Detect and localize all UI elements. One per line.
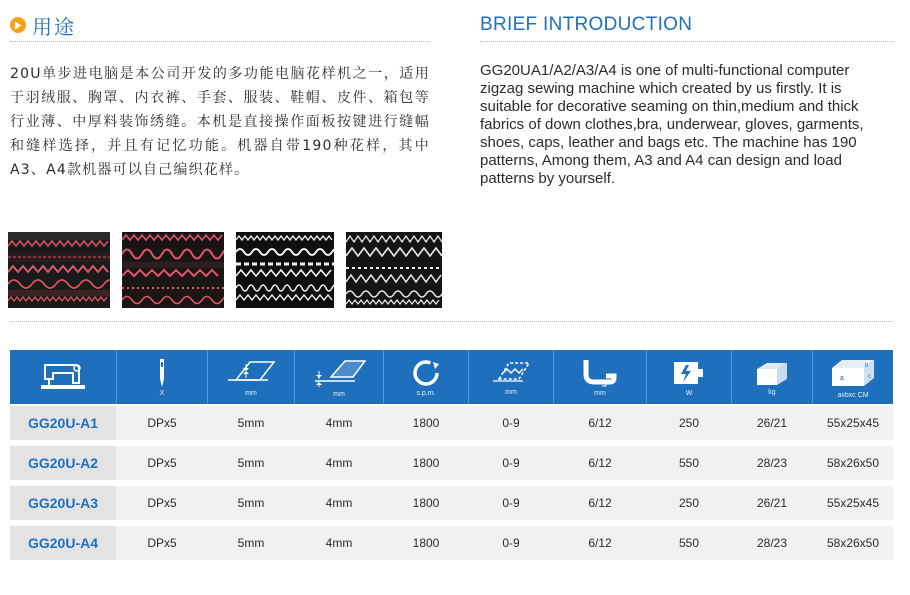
needle-value: DPx5 bbox=[147, 496, 177, 510]
english-section-title: BRIEF INTRODUCTION bbox=[480, 14, 693, 35]
stitch-sample-image-4 bbox=[346, 232, 442, 308]
package-size-value: 55x25x45 bbox=[826, 496, 880, 510]
table-row bbox=[10, 526, 893, 560]
stitch-width-value: 5mm bbox=[237, 416, 265, 430]
motor-power-value: 250 bbox=[678, 416, 700, 430]
svg-text:a: a bbox=[840, 374, 844, 382]
stitch-width-icon: mm bbox=[208, 350, 294, 404]
presser-lift-value: 4mm bbox=[325, 456, 353, 470]
weight-box-icon: kg bbox=[732, 350, 812, 404]
stitch-sample-image-2 bbox=[122, 232, 224, 308]
needle-value: DPx5 bbox=[147, 536, 177, 550]
svg-text:b: b bbox=[865, 362, 869, 369]
needle-value: DPx5 bbox=[147, 416, 177, 430]
presser-lift-icon: mm bbox=[295, 350, 383, 404]
speed-value: 1800 bbox=[412, 416, 440, 430]
divider-middle bbox=[10, 321, 893, 322]
zigzag-value: 0-9 bbox=[502, 496, 520, 510]
sewing-machine-icon bbox=[10, 350, 116, 404]
model-name: GG20U-A3 bbox=[10, 486, 116, 520]
stitch-width-value: 5mm bbox=[237, 496, 265, 510]
needle-value: DPx5 bbox=[147, 456, 177, 470]
table-row bbox=[10, 446, 893, 480]
chinese-section-title: 用途 bbox=[32, 14, 76, 39]
stitch-sample-image-3 bbox=[236, 232, 334, 308]
chinese-description: 20U单步进电脑是本公司开发的多功能电脑花样机之一，适用于羽绒服、胸罩、内衣裤、手套、服装、鞋帽、皮件、箱包等行业薄、中厚料装饰绣缝。本机是直接操作面板按键进行缝幅和缝样选择，并且有记忆功能。机器自带190种花样，其中A3、A4款机器可以自己编织花样。 bbox=[10, 66, 430, 178]
presser-lift-value: 4mm bbox=[325, 496, 353, 510]
divider-left bbox=[10, 41, 430, 42]
zigzag-value: 0-9 bbox=[502, 536, 520, 550]
motor-power-value: 550 bbox=[678, 456, 700, 470]
package-size-value: 55x25x45 bbox=[826, 416, 880, 430]
divider-right bbox=[480, 41, 894, 42]
presser-lift-value: 4mm bbox=[325, 536, 353, 550]
motor-power-value: 550 bbox=[678, 536, 700, 550]
table-row bbox=[10, 406, 893, 440]
needle-icon: X bbox=[117, 350, 207, 404]
zigzag-value: 0-9 bbox=[502, 456, 520, 470]
english-description: GG20UA1/A2/A3/A4 is one of multi-functional computer zigzag sewing machine which created by us firstly. It is suitable for decorative seaming on thin,medium and thick fabrics of down clothes,bra, underwear, gloves, garments, shoes, caps, leather and bags etc. The machine has 190 patterns, Among them, A3 and A4 can design and load patterns by yourself. bbox=[480, 62, 864, 187]
speed-icon: s.p.m. bbox=[384, 350, 468, 404]
weight-value: 26/21 bbox=[756, 496, 788, 510]
speed-value: 1800 bbox=[412, 496, 440, 510]
package-size-icon: a b c axbxc CM bbox=[813, 350, 893, 404]
knee-lift-value: 6/12 bbox=[588, 416, 612, 430]
table-row bbox=[10, 486, 893, 520]
model-name: GG20U-A4 bbox=[10, 526, 116, 560]
spec-table-header bbox=[10, 350, 893, 404]
weight-value: 28/23 bbox=[756, 456, 788, 470]
motor-power-icon: W bbox=[647, 350, 731, 404]
svg-text:c: c bbox=[868, 373, 871, 380]
zigzag-width-icon: mm bbox=[469, 350, 553, 404]
motor-power-value: 250 bbox=[678, 496, 700, 510]
model-name: GG20U-A1 bbox=[10, 406, 116, 440]
stitch-width-value: 5mm bbox=[237, 536, 265, 550]
weight-value: 28/23 bbox=[756, 536, 788, 550]
presser-lift-value: 4mm bbox=[325, 416, 353, 430]
knee-lift-icon: mm bbox=[554, 350, 646, 404]
package-size-value: 58x26x50 bbox=[826, 456, 880, 470]
zigzag-value: 0-9 bbox=[502, 416, 520, 430]
stitch-sample-image-1 bbox=[8, 232, 110, 308]
stitch-width-value: 5mm bbox=[237, 456, 265, 470]
chinese-section-heading bbox=[10, 12, 76, 38]
knee-lift-value: 6/12 bbox=[588, 536, 612, 550]
weight-value: 26/21 bbox=[756, 416, 788, 430]
play-arrow-icon bbox=[10, 17, 26, 33]
model-name: GG20U-A2 bbox=[10, 446, 116, 480]
speed-value: 1800 bbox=[412, 536, 440, 550]
speed-value: 1800 bbox=[412, 456, 440, 470]
knee-lift-value: 6/12 bbox=[588, 456, 612, 470]
knee-lift-value: 6/12 bbox=[588, 496, 612, 510]
package-size-value: 58x26x50 bbox=[826, 536, 880, 550]
